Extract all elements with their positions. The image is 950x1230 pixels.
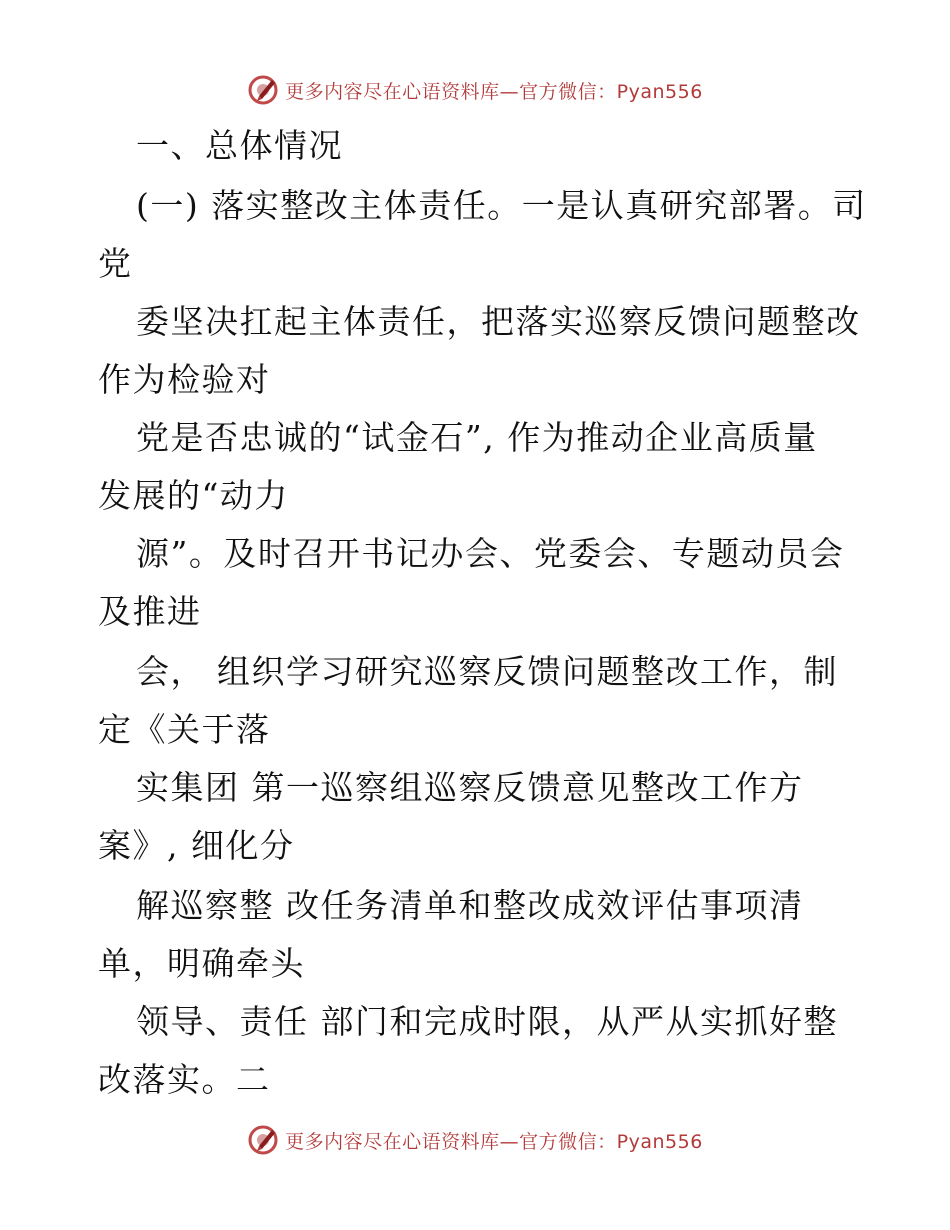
paragraph-line: 改落实。二 xyxy=(98,1060,271,1099)
paragraph-line: 委坚决扛起主体责任，把落实巡察反馈问题整改 xyxy=(136,302,861,341)
paragraph-line: 党 xyxy=(98,244,133,283)
paragraph-line: 作为检验对 xyxy=(98,360,271,399)
section-heading: 一、总体情况 xyxy=(136,126,343,165)
paragraph-line: 单，明确牵头 xyxy=(98,944,305,983)
paragraph-line: 解巡察整 改任务清单和整改成效评估事项清 xyxy=(136,886,804,925)
pen-logo-icon xyxy=(247,1124,279,1156)
paragraph-line: 领导、责任 部门和完成时限，从严从实抓好整 xyxy=(136,1002,838,1041)
header-banner-text: 更多内容尽在心语资料库—官方微信：Pyan556 xyxy=(285,80,703,103)
paragraph-line: 定《关于落 xyxy=(98,710,271,749)
footer-banner-text: 更多内容尽在心语资料库—官方微信：Pyan556 xyxy=(285,1130,703,1153)
paragraph-line: 实集团 第一巡察组巡察反馈意见整改工作方 xyxy=(136,768,804,807)
paragraph-line: 及推进 xyxy=(98,592,202,631)
paragraph-line: 发展的“动力 xyxy=(98,476,289,515)
paragraph-line: 案》, 细化分 xyxy=(98,826,295,865)
paragraph-line: 源”。及时召开书记办会、党委会、专题动员会 xyxy=(136,534,845,573)
paragraph-line: 会， 组织学习研究巡察反馈问题整改工作，制 xyxy=(136,652,838,691)
paragraph-line: (一) 落实整改主体责任。一是认真研究部署。司 xyxy=(136,186,867,225)
paragraph-line: 党是否忠诚的“试金石”, 作为推动企业高质量 xyxy=(136,418,818,457)
footer-banner xyxy=(0,1120,950,1160)
